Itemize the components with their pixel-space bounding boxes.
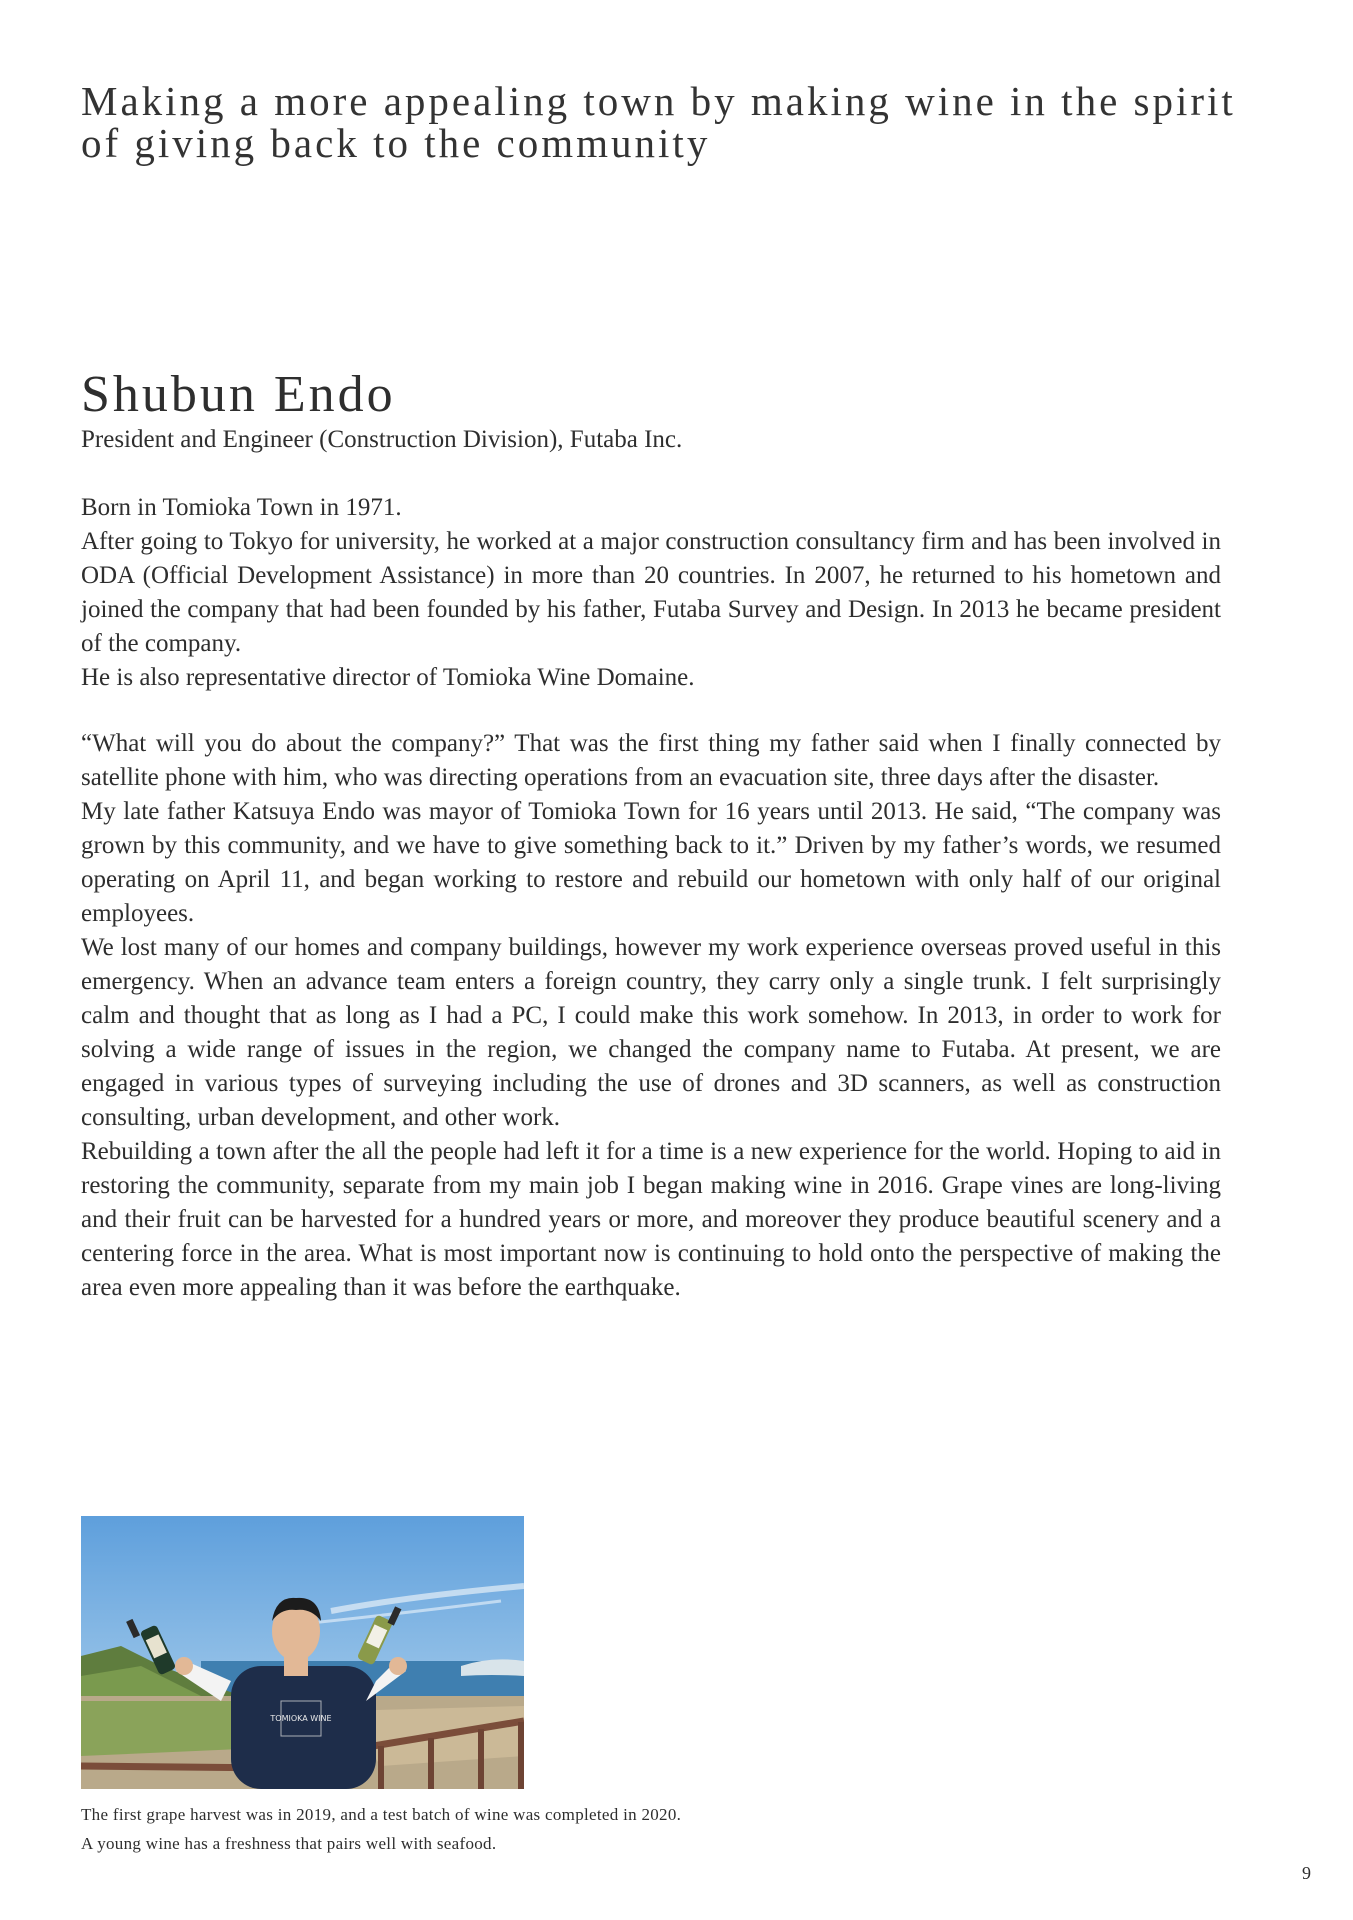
shirt-logo: TOMIOKA WINE: [270, 1714, 332, 1723]
headline: Making a more appealing town by making wine in the spirit of giving back to the community: [81, 78, 1236, 166]
page-number: 9: [1302, 1863, 1311, 1883]
story-paragraph: We lost many of our homes and company buildings, however my work experience overseas proved useful in this emergency. When an advance team enters a foreign country, they carry only a single trunk. I felt surprisingly calm and thought that as long as I had a PC, I could make this work somehow. In 2013, in order to work for solving a wide range of issues in the region, we changed the company name to Futaba. At present, we are engaged in various types of surveying including the use of drones and 3D scanners, as well as construction consulting, urban development, and other work.: [81, 934, 1221, 1131]
vineyard-photo: [81, 1516, 524, 1789]
story-paragraph: Rebuilding a town after the all the people had left it for a time is a new experience for the world. Hoping to aid in restoring the community, separate from my main job I began making wine in 2016. Grape vines are long-living and their fruit can be harvested for a hundred years or more, and moreover they produce beautiful scenery and a centering force in the area. What is most important now is continuing to hold onto the perspective of making the area even more appealing than it was before the earthquake.: [81, 1138, 1221, 1301]
person-title: President and Engineer (Construction Division), Futaba Inc.: [81, 426, 683, 453]
bio-paragraph: Born in Tomioka Town in 1971.: [81, 494, 402, 521]
person-shirt: [231, 1666, 376, 1789]
story-paragraph: “What will you do about the company?” That was the first thing my father said when I finally connected by satellite phone with him, who was directing operations from an evacuation site, three days after the disaster.: [81, 730, 1221, 791]
bio-paragraph: After going to Tokyo for university, he worked at a major construction consultancy firm and has been involved in ODA (Official Development Assistance) in more than 20 countries. In 2007, he returned to his hometown and joined the company that had been founded by his father, Futaba Survey and Design. In 2013 he became president of the company.: [81, 528, 1221, 657]
story-text: [81, 727, 1221, 1305]
photo-caption: [81, 1800, 841, 1858]
biography: [81, 491, 1221, 695]
bio-paragraph: He is also representative director of Tomioka Wine Domaine.: [81, 664, 695, 691]
photo-illustration: [81, 1516, 524, 1789]
story-paragraph: My late father Katsuya Endo was mayor of Tomioka Town for 16 years until 2013. He said, “The company was grown by this community, and we have to give something back to it.” Driven by my father’s words, we resumed operating on April 11, and began working to restore and rebuild our hometown with only half of our original employees.: [81, 798, 1221, 927]
caption-line: The first grape harvest was in 2019, and a test batch of wine was completed in 2020.: [81, 1805, 682, 1824]
caption-line: A young wine has a freshness that pairs well with seafood.: [81, 1834, 497, 1853]
person-name: Shubun Endo: [81, 366, 396, 423]
